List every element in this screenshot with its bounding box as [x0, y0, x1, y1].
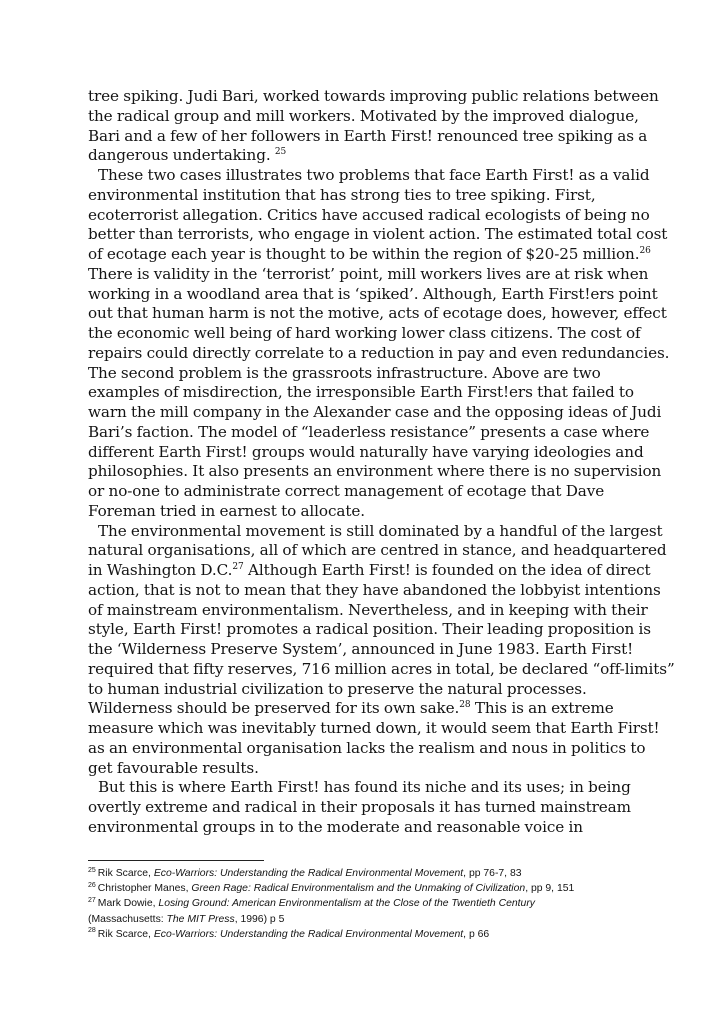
footnote-ref-26: 26 — [639, 245, 651, 256]
body-line: warn the mill company in the Alexander case and the opposing ideas of Judi — [88, 403, 662, 421]
footnote-pages: , 1996) p 5 — [234, 913, 285, 925]
body-line: the radical group and mill workers. Motivated by the improved dialogue, — [88, 106, 639, 125]
footnotes — [88, 866, 648, 942]
footnote-publisher: The MIT Press — [166, 913, 235, 925]
body-line: working in a woodland area that is ‘spiked’. Although, Earth First!ers point — [88, 284, 658, 303]
body-line: to human industrial civilization to preserve the natural processes. — [88, 679, 587, 698]
body-line — [88, 146, 648, 166]
body-line — [88, 561, 651, 581]
body-line: style, Earth First! promotes a radical position. Their leading proposition is — [88, 620, 652, 639]
body-line-text: dangerous undertaking. — [88, 146, 271, 165]
body-line: different Earth First! groups would naturally have varying ideologies and — [88, 442, 644, 461]
body-line: Bari and a few of her followers in Earth First! renounced tree spiking as a — [88, 126, 648, 145]
body-line: or no-one to administrate correct management of ecotage that Dave — [88, 482, 605, 500]
footnote-separator — [88, 860, 264, 861]
body-line: examples of misdirection, the irresponsible Earth First!ers that failed to — [88, 383, 634, 402]
body-line: better than terrorists, who engage in violent action. The estimated total cost — [88, 225, 668, 244]
body-line: overtly extreme and radical in their proposals it has turned mainstream — [88, 798, 631, 816]
body-line: measure which was inevitably turned down, it would seem that Earth First! — [88, 719, 660, 737]
footnote-number: 28 — [88, 927, 96, 935]
footnote-ref-27: 27 — [232, 561, 244, 572]
footnote-author: Mark Dowie, — [97, 898, 159, 910]
footnote-pages: , pp 76-7, 83 — [463, 868, 522, 879]
body-line-text: of ecotage each year is thought to be within the region of $20-25 million. — [88, 245, 640, 263]
body-line-text: in Washington D.C. — [88, 561, 233, 579]
footnote-title: Losing Ground: American Environmentalism at the Close of the Twentieth Century — [158, 898, 535, 910]
body-line-text: Although Earth First! is founded on the idea of direct — [247, 561, 651, 579]
body-line: get favourable results. — [88, 758, 259, 777]
paragraph-start-line: The environmental movement is still dominated by a handful of the largest — [98, 521, 663, 540]
body-line: the ‘Wilderness Preserve System’, announced in June 1983. Earth First! — [88, 640, 634, 658]
footnote-pages: , p 66 — [463, 928, 490, 940]
footnote-title: Eco-Warriors: Understanding the Radical Environmental Movement — [153, 868, 464, 879]
body-line: action, that is not to mean that they have abandoned the lobbyist intentions — [88, 580, 661, 599]
body-line: tree spiking. Judi Bari, worked towards improving public relations between — [88, 87, 659, 105]
body-text — [88, 87, 675, 838]
body-line: philosophies. It also presents an environment where there is no supervision — [88, 462, 662, 481]
footnote-number: 25 — [88, 866, 96, 874]
footnote-author: Rik Scarce, — [97, 928, 154, 940]
body-line: required that fifty reserves, 716 million acres in total, be declared “off-limits” — [88, 659, 675, 678]
footnote-ref-28: 28 — [459, 700, 471, 711]
body-line — [88, 699, 648, 719]
footnote-27 — [88, 896, 648, 911]
footnote-title: Green Rage: Radical Environmentalism and the Unmaking of Civilization — [191, 883, 526, 895]
footnote-27-continued — [88, 912, 648, 927]
footnote-author: Rik Scarce, — [97, 868, 154, 879]
body-line — [88, 245, 651, 265]
body-line: natural organisations, all of which are centred in stance, and headquartered — [88, 541, 667, 560]
footnote-pages: , pp 9, 151 — [525, 883, 575, 895]
body-line: The second problem is the grassroots infrastructure. Above are two — [88, 363, 601, 382]
footnote-publisher-prefix: (Massachusetts: — [88, 913, 167, 925]
paragraph-start-line: But this is where Earth First! has found its niche and its uses; in being — [98, 778, 631, 797]
body-line: the economic well being of hard working lower class citizens. The cost of — [88, 324, 641, 342]
body-line-text: This is an extreme — [474, 699, 614, 718]
body-line: repairs could directly correlate to a reduction in pay and even redundancies. — [88, 343, 670, 362]
paragraph-start-line: These two cases illustrates two problems that face Earth First! as a valid — [98, 166, 650, 184]
footnote-number: 26 — [88, 881, 96, 889]
footnote-number: 27 — [88, 896, 96, 904]
body-line: Bari’s faction. The model of “leaderless resistance” presents a case where — [88, 422, 650, 441]
body-line: of mainstream environmentalism. Nevertheless, and in keeping with their — [88, 600, 648, 619]
body-line: environmental groups in to the moderate and reasonable voice in — [88, 817, 583, 836]
footnote-title: Eco-Warriors: Understanding the Radical Environmental Movement — [153, 928, 464, 940]
body-line: Foreman tried in earnest to allocate. — [88, 501, 365, 520]
body-line: out that human harm is not the motive, acts of ecotage does, however, effect — [88, 304, 667, 323]
footnote-26 — [88, 881, 648, 896]
footnote-ref-25: 25 — [274, 147, 287, 158]
footnote-25 — [88, 866, 648, 881]
body-line-text: Wilderness should be preserved for its own sake. — [88, 699, 460, 718]
body-line: environmental institution that has strong ties to tree spiking. First, — [88, 185, 596, 204]
body-line: as an environmental organisation lacks the realism and nous in politics to — [88, 738, 646, 757]
body-line: ecoterrorist allegation. Critics have accused radical ecologists of being no — [88, 205, 650, 224]
footnote-28 — [88, 927, 648, 942]
footnote-author: Christopher Manes, — [97, 883, 192, 895]
body-line: There is validity in the ‘terrorist’ point, mill workers lives are at risk when — [88, 264, 649, 283]
